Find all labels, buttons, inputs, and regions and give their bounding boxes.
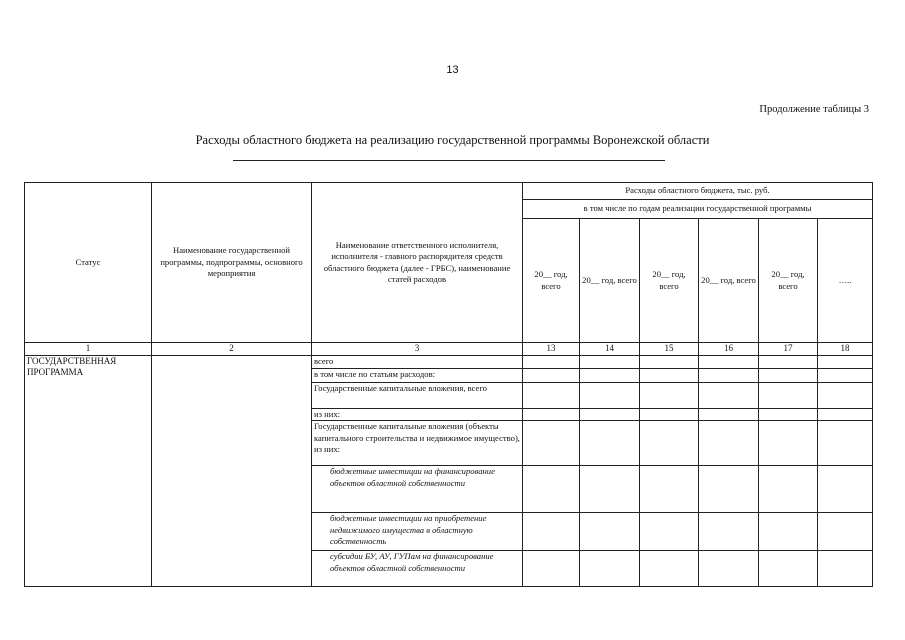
title-underline — [233, 160, 665, 161]
header-expenses-group: Расходы областного бюджета, тыс. руб. — [523, 183, 873, 200]
header-executor: Наименование ответственного исполнителя, исполнителя - главного распорядителя средств областного бюджета (далее - ГРБС), наименование статей расходов — [312, 183, 523, 343]
column-number: 17 — [759, 343, 818, 356]
header-year-16: 20__ год, всего — [699, 219, 759, 343]
header-year-13: 20__ год, всего — [523, 219, 580, 343]
column-number: 14 — [580, 343, 640, 356]
row-label: субсидии БУ, АУ, ГУПам на финансирование объектов областной собственности — [312, 551, 523, 587]
row-label: всего — [312, 355, 523, 368]
column-number-row — [25, 343, 873, 356]
column-number: 18 — [818, 343, 873, 356]
header-year-14: 20__ год, всего — [580, 219, 640, 343]
header-year-18: ….. — [818, 219, 873, 343]
column-number: 15 — [640, 343, 699, 356]
table-continuation-note: Продолжение таблицы 3 — [759, 104, 869, 115]
program-name-cell — [152, 355, 312, 587]
row-label: бюджетные инвестиции на финансирование объектов областной собственности — [312, 466, 523, 513]
row-label: Государственные капитальные вложения (объекты капитального строительства и недвижимое имущество), из них: — [312, 421, 523, 466]
column-number: 13 — [523, 343, 580, 356]
row-label: из них: — [312, 408, 523, 421]
status-cell: ГОСУДАРСТВЕННАЯ ПРОГРАММА — [25, 355, 152, 587]
column-number: 1 — [25, 343, 152, 356]
row-label: в том числе по статьям расходов: — [312, 368, 523, 382]
header-status: Статус — [25, 183, 152, 343]
header-by-years: в том числе по годам реализации государственной программы — [523, 200, 873, 219]
header-year-17: 20__ год, всего — [759, 219, 818, 343]
header-program-name: Наименование государственной программы, подпрограммы, основного мероприятия — [152, 183, 312, 343]
page-number: 13 — [446, 64, 459, 76]
row-label: Государственные капитальные вложения, всего — [312, 382, 523, 408]
table-row — [25, 355, 873, 368]
budget-table — [24, 182, 873, 587]
column-number: 16 — [699, 343, 759, 356]
header-year-15: 20__ год, всего — [640, 219, 699, 343]
row-label: бюджетные инвестиции на приобретение недвижимого имущества в областную собственность — [312, 513, 523, 551]
document-title: Расходы областного бюджета на реализацию государственной программы Воронежской области — [195, 133, 710, 147]
column-number: 3 — [312, 343, 523, 356]
column-number: 2 — [152, 343, 312, 356]
